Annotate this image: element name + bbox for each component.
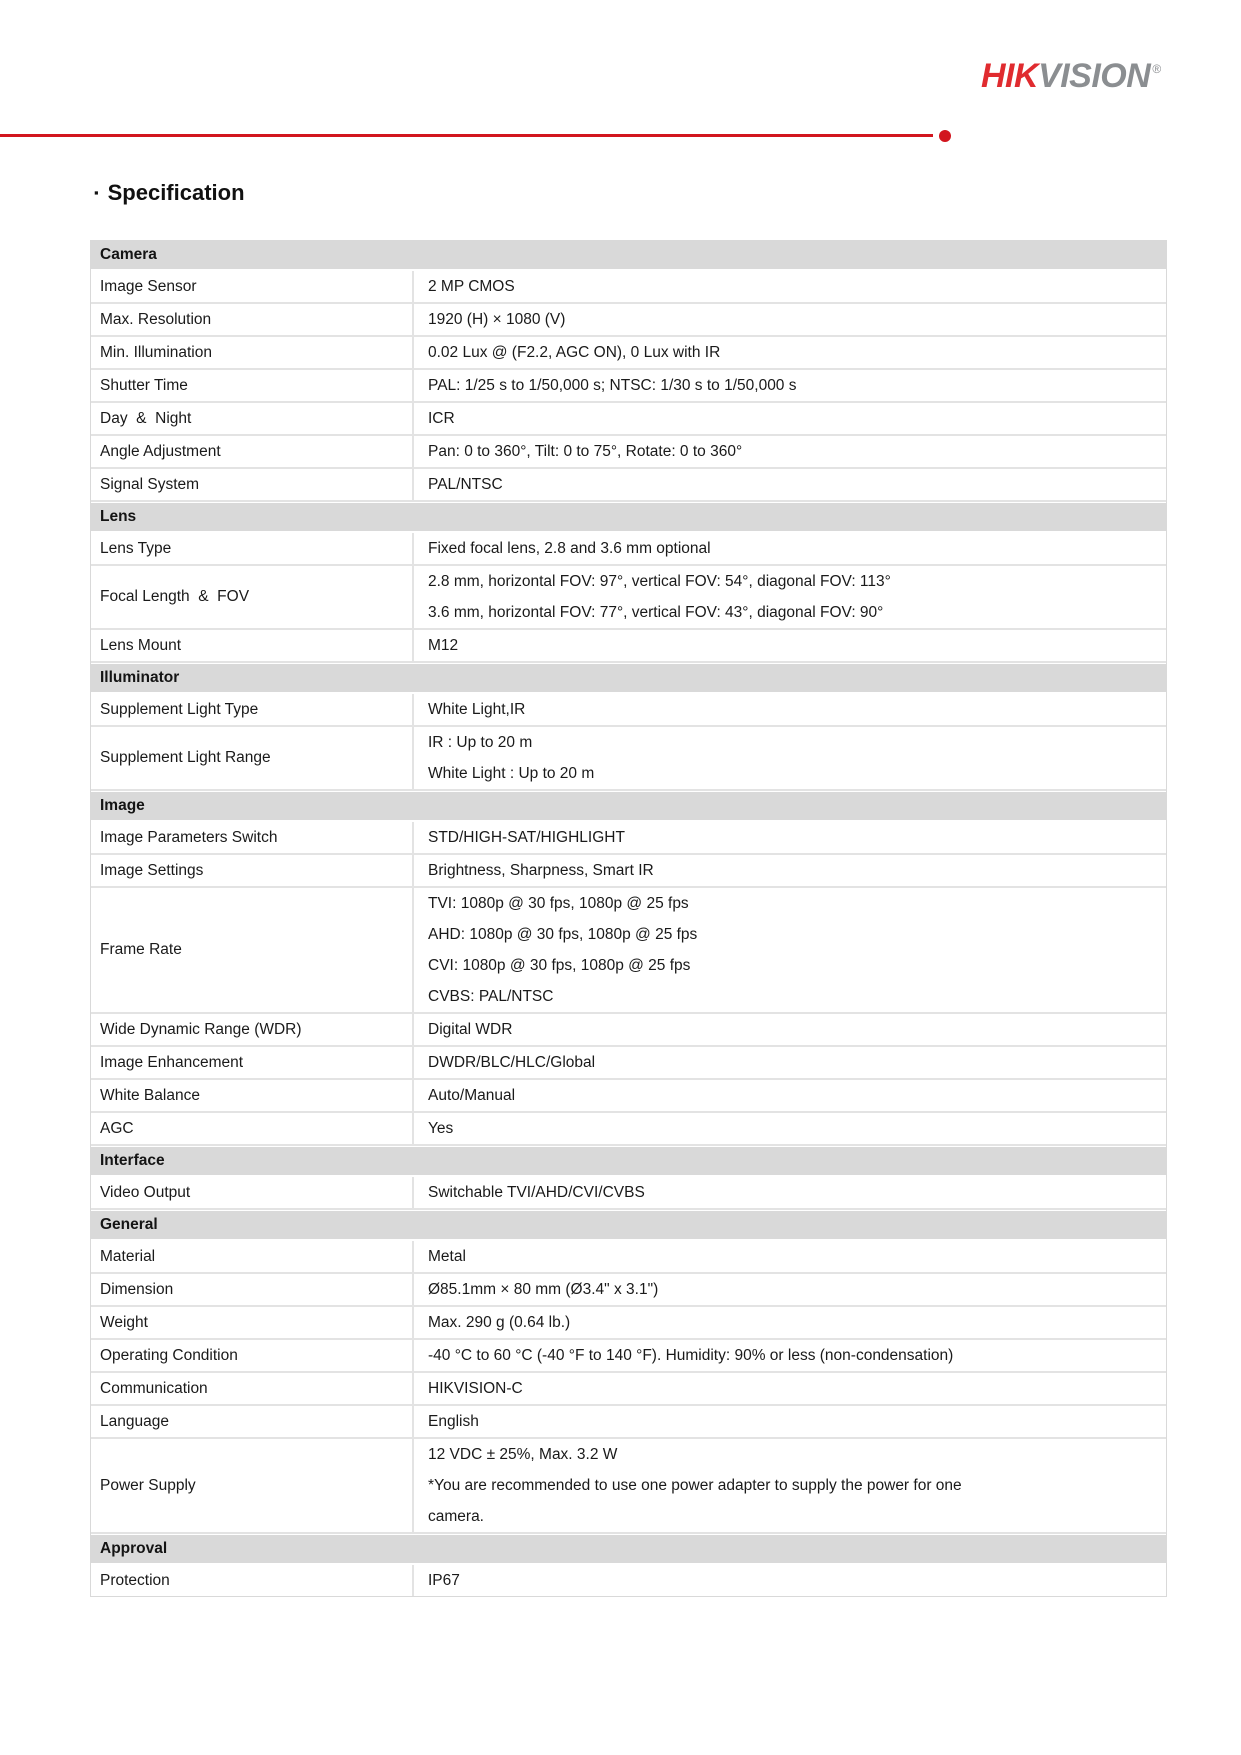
spec-value: [414, 1113, 1166, 1144]
spec-label: Communication: [91, 1373, 414, 1404]
spec-label: Language: [91, 1406, 414, 1437]
spec-label: Image Parameters Switch: [91, 822, 414, 853]
spec-row: [91, 469, 1166, 502]
section-header: Approval: [91, 1534, 1166, 1565]
page-title: [94, 180, 245, 206]
spec-value: [414, 533, 1166, 564]
spec-value-line: Digital WDR: [428, 1021, 513, 1038]
spec-value-line: CVI: 1080p @ 30 fps, 1080p @ 25 fps: [428, 957, 691, 974]
spec-value: [414, 1340, 1166, 1371]
title-bullet-icon: ▪: [94, 185, 99, 200]
spec-value-line: -40 °C to 60 °C (-40 °F to 140 °F). Humidity: 90% or less (non-condensation): [428, 1347, 954, 1364]
header-rule: [0, 134, 933, 137]
section-header: Illuminator: [91, 663, 1166, 694]
spec-value: [414, 1307, 1166, 1338]
spec-value-line: Switchable TVI/AHD/CVI/CVBS: [428, 1184, 645, 1201]
spec-value-line: ICR: [428, 410, 455, 427]
spec-value: [414, 1047, 1166, 1078]
spec-value-line: PAL/NTSC: [428, 476, 503, 493]
spec-value: [414, 1565, 1166, 1596]
spec-value: [414, 370, 1166, 401]
spec-row: [91, 694, 1166, 727]
spec-row: [91, 630, 1166, 663]
spec-value-line: Max. 290 g (0.64 lb.): [428, 1314, 571, 1331]
spec-label: Min. Illumination: [91, 337, 414, 368]
spec-value: [414, 403, 1166, 434]
spec-row: [91, 533, 1166, 566]
spec-label: Supplement Light Type: [91, 694, 414, 725]
spec-value: [414, 1241, 1166, 1272]
spec-label: Operating Condition: [91, 1340, 414, 1371]
spec-label: Wide Dynamic Range (WDR): [91, 1014, 414, 1045]
spec-value: [414, 888, 1166, 1012]
section-header: Image: [91, 791, 1166, 822]
spec-row: [91, 1177, 1166, 1210]
spec-label: White Balance: [91, 1080, 414, 1111]
spec-row: [91, 1241, 1166, 1274]
page-title-text: Specification: [107, 180, 245, 205]
spec-label: Supplement Light Range: [91, 727, 414, 789]
spec-row: [91, 403, 1166, 436]
spec-row: [91, 1080, 1166, 1113]
spec-value: [414, 304, 1166, 335]
spec-value-line: CVBS: PAL/NTSC: [428, 988, 554, 1005]
spec-row: [91, 855, 1166, 888]
spec-label: Weight: [91, 1307, 414, 1338]
spec-row: [91, 1340, 1166, 1373]
spec-value: [414, 1080, 1166, 1111]
section-header: Interface: [91, 1146, 1166, 1177]
spec-row: [91, 436, 1166, 469]
section-header: Lens: [91, 502, 1166, 533]
spec-value: [414, 1274, 1166, 1305]
spec-label: Image Sensor: [91, 271, 414, 302]
spec-label: Lens Mount: [91, 630, 414, 661]
spec-value: [414, 1373, 1166, 1404]
header-rule-dot-icon: [939, 130, 951, 142]
spec-label: Power Supply: [91, 1439, 414, 1532]
spec-label: Angle Adjustment: [91, 436, 414, 467]
spec-row: [91, 727, 1166, 791]
spec-value: [414, 694, 1166, 725]
logo-hik-text: HIK: [981, 57, 1039, 95]
spec-row: [91, 1307, 1166, 1340]
spec-value-line: 3.6 mm, horizontal FOV: 77°, vertical FOV: 43°, diagonal FOV: 90°: [428, 604, 884, 621]
spec-label: Material: [91, 1241, 414, 1272]
spec-value: [414, 822, 1166, 853]
spec-value-line: TVI: 1080p @ 30 fps, 1080p @ 25 fps: [428, 895, 689, 912]
spec-label: Dimension: [91, 1274, 414, 1305]
spec-value-line: STD/HIGH-SAT/HIGHLIGHT: [428, 829, 625, 846]
spec-value-line: Pan: 0 to 360°, Tilt: 0 to 75°, Rotate: 0 to 360°: [428, 443, 743, 460]
spec-row: [91, 337, 1166, 370]
spec-value: [414, 436, 1166, 467]
spec-label: Video Output: [91, 1177, 414, 1208]
spec-value: [414, 855, 1166, 886]
spec-label: AGC: [91, 1113, 414, 1144]
spec-row: [91, 304, 1166, 337]
spec-value-line: 0.02 Lux @ (F2.2, AGC ON), 0 Lux with IR: [428, 344, 721, 361]
spec-row: [91, 1274, 1166, 1307]
spec-value: [414, 566, 1166, 628]
spec-value-line: IR : Up to 20 m: [428, 734, 533, 751]
spec-value: [414, 630, 1166, 661]
spec-value-line: White Light : Up to 20 m: [428, 765, 595, 782]
spec-row: [91, 1014, 1166, 1047]
spec-value: [414, 469, 1166, 500]
spec-value-line: PAL: 1/25 s to 1/50,000 s; NTSC: 1/30 s to 1/50,000 s: [428, 377, 797, 394]
spec-value-line: Fixed focal lens, 2.8 and 3.6 mm optional: [428, 540, 711, 557]
spec-value-line: 12 VDC ± 25%, Max. 3.2 W: [428, 1446, 618, 1463]
spec-value: [414, 1439, 1166, 1532]
spec-label: Shutter Time: [91, 370, 414, 401]
spec-value-line: camera.: [428, 1508, 484, 1525]
spec-value-line: IP67: [428, 1572, 460, 1589]
spec-value-line: English: [428, 1413, 479, 1430]
spec-row: [91, 271, 1166, 304]
spec-label: Image Enhancement: [91, 1047, 414, 1078]
spec-value: [414, 337, 1166, 368]
spec-row: [91, 888, 1166, 1014]
spec-value-line: 2.8 mm, horizontal FOV: 97°, vertical FOV: 54°, diagonal FOV: 113°: [428, 573, 891, 590]
spec-value: [414, 1406, 1166, 1437]
spec-value-line: HIKVISION-C: [428, 1380, 523, 1397]
spec-value: [414, 1177, 1166, 1208]
spec-value-line: *You are recommended to use one power adapter to supply the power for one: [428, 1477, 962, 1494]
spec-value: [414, 727, 1166, 789]
section-header: Camera: [91, 241, 1166, 271]
spec-row: [91, 1113, 1166, 1146]
spec-value-line: AHD: 1080p @ 30 fps, 1080p @ 25 fps: [428, 926, 698, 943]
spec-value-line: 2 MP CMOS: [428, 278, 515, 295]
spec-table: [90, 240, 1167, 1597]
hikvision-logo: [981, 52, 1161, 93]
spec-value-line: DWDR/BLC/HLC/Global: [428, 1054, 596, 1071]
spec-value-line: Ø85.1mm × 80 mm (Ø3.4" x 3.1"): [428, 1281, 659, 1298]
spec-value-line: Metal: [428, 1248, 466, 1265]
spec-label: Image Settings: [91, 855, 414, 886]
spec-value-line: Auto/Manual: [428, 1087, 516, 1104]
spec-label: Max. Resolution: [91, 304, 414, 335]
spec-label: Protection: [91, 1565, 414, 1596]
spec-value-line: White Light,IR: [428, 701, 526, 718]
spec-label: Day & Night: [91, 403, 414, 434]
spec-row: [91, 1373, 1166, 1406]
section-header: General: [91, 1210, 1166, 1241]
spec-label: Frame Rate: [91, 888, 414, 1012]
spec-label: Lens Type: [91, 533, 414, 564]
spec-label: Signal System: [91, 469, 414, 500]
spec-value: [414, 1014, 1166, 1045]
spec-row: [91, 1439, 1166, 1534]
spec-value: [414, 271, 1166, 302]
spec-label: Focal Length & FOV: [91, 566, 414, 628]
spec-value-line: Yes: [428, 1120, 454, 1137]
spec-row: [91, 1047, 1166, 1080]
registered-trademark-icon: ®: [1152, 62, 1161, 76]
spec-value-line: M12: [428, 637, 459, 654]
logo-vision-text: VISION: [1038, 57, 1151, 95]
spec-value-line: Brightness, Sharpness, Smart IR: [428, 862, 654, 879]
spec-row: [91, 370, 1166, 403]
spec-row: [91, 1406, 1166, 1439]
spec-value-line: 1920 (H) × 1080 (V): [428, 311, 566, 328]
spec-row: [91, 822, 1166, 855]
spec-row: [91, 566, 1166, 630]
spec-row: [91, 1565, 1166, 1596]
